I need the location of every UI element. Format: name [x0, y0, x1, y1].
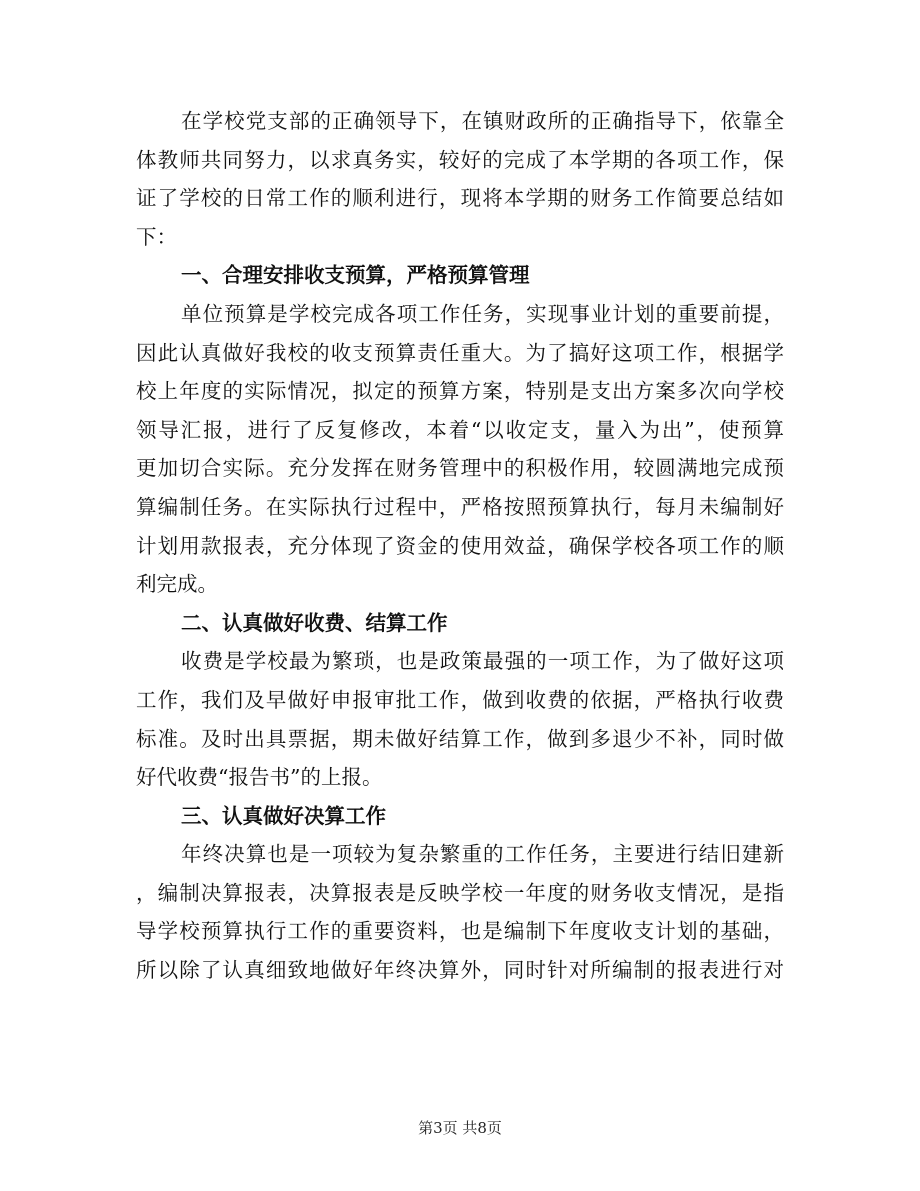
text-line: 在学校党支部的正确领导下，在镇财政所的正确指导下，依靠全	[181, 109, 784, 133]
text-line: 领导汇报，进行了反复修改，本着“以收定支，量入为出”，使预算	[136, 417, 784, 442]
text-line: 体教师共同努力，以求真务实，较好的完成了本学期的各项工作，保	[136, 147, 784, 172]
page-number-footer: 第3页 共8页	[418, 1119, 502, 1137]
text-line: 年终决算也是一项较为复杂繁重的工作任务，主要进行结旧建新	[181, 842, 784, 867]
document-body	[136, 102, 784, 990]
text-line: 收费是学校最为繁琐，也是政策最强的一项工作，为了做好这项	[181, 649, 784, 674]
section-3-paragraph	[136, 835, 784, 989]
text-line: 证了学校的日常工作的顺利进行，现将本学期的财务工作简要总结如	[136, 186, 784, 211]
text-line: 下：	[136, 224, 177, 249]
intro-paragraph	[136, 102, 784, 256]
section-2-paragraph	[136, 642, 784, 796]
text-line: 导学校预算执行工作的重要资料，也是编制下年度收支计划的基础，	[136, 919, 784, 944]
text-line: 算编制任务。在实际执行过程中，严格按照预算执行，每月未编制好	[136, 494, 784, 519]
text-line: ，编制决算报表，决算报表是反映学校一年度的财务收支情况，是指	[136, 880, 784, 905]
text-line: 校上年度的实际情况，拟定的预算方案，特别是支出方案多次向学校	[136, 379, 784, 404]
section-1-heading: 一、合理安排收支预算，严格预算管理	[181, 263, 530, 288]
section-2-heading: 二、认真做好收费、结算工作	[181, 610, 448, 635]
text-line: 利完成。	[136, 572, 218, 597]
text-line: 所以除了认真细致地做好年终决算外，同时针对所编制的报表进行对	[136, 958, 784, 983]
text-line: 好代收费“报告书”的上报。	[136, 765, 383, 790]
text-line: 更加切合实际。充分发挥在财务管理中的积极作用，较圆满地完成预	[136, 456, 784, 481]
section-1-paragraph	[136, 295, 784, 604]
section-3-heading: 三、认真做好决算工作	[181, 803, 386, 828]
text-line: 因此认真做好我校的收支预算责任重大。为了搞好这项工作，根据学	[136, 340, 784, 365]
text-line: 计划用款报表，充分体现了资金的使用效益，确保学校各项工作的顺	[136, 533, 784, 558]
text-line: 单位预算是学校完成各项工作任务，实现事业计划的重要前提，	[181, 301, 784, 326]
text-line: 工作，我们及早做好申报审批工作，做到收费的依据，严格执行收费	[136, 687, 784, 712]
text-line: 标准。及时出具票据，期未做好结算工作，做到多退少不补，同时做	[136, 726, 784, 751]
